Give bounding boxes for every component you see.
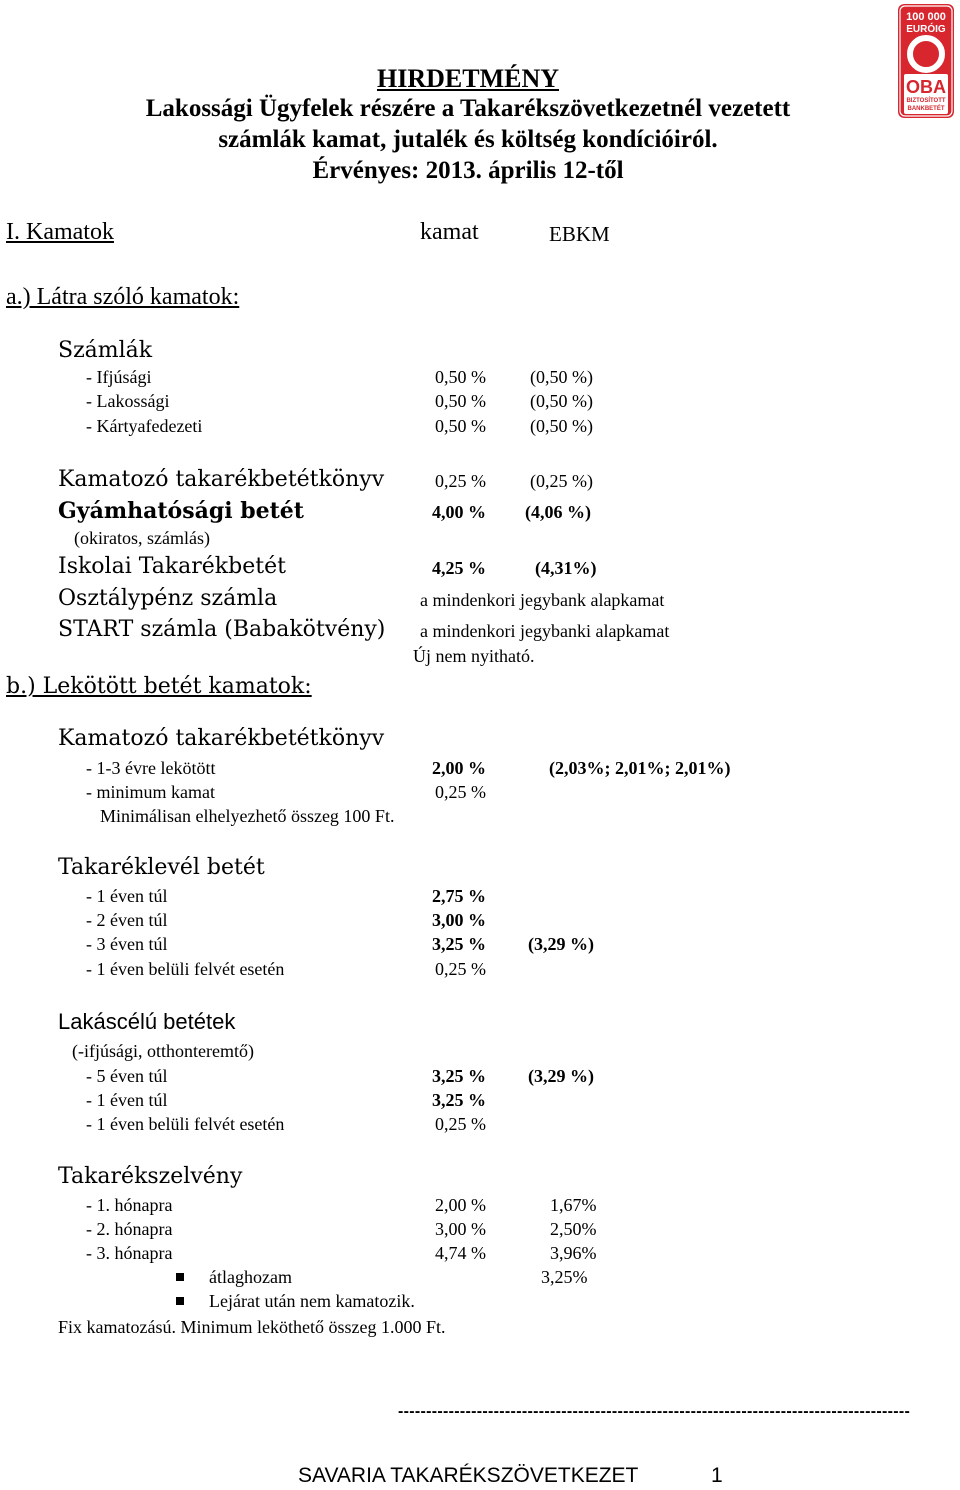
takarekszelveny-row-kamat: 4,74 % [435, 1243, 486, 1263]
szamlak-row-label: - Lakossági [86, 391, 170, 411]
szamlak-heading: Számlák [58, 338, 153, 363]
takareklevel-row-label: - 1 éven belüli felvét esetén [86, 959, 285, 979]
logo-sub1: BIZTOSÍTOTT [906, 98, 946, 104]
takarekszelveny-bullet-label: Lejárat után nem kamatozik. [209, 1291, 415, 1311]
takarekszelveny-row-ebkm: 3,96% [550, 1243, 597, 1263]
takareklevel-heading: Takaréklevél betét [58, 855, 265, 880]
takareklevel-row-label: - 2 éven túl [86, 910, 168, 930]
szamlak-row-ebkm: (0,50 %) [530, 416, 593, 436]
column-ebkm: EBKM [549, 222, 610, 246]
takarekszelveny-row-label: - 2. hónapra [86, 1219, 173, 1239]
title-line2: számlák kamat, jutalék és költség kondícióiról. [218, 126, 718, 153]
document-heading: HIRDETMÉNY [376, 64, 559, 93]
gyamhatosagi-note: (okiratos, számlás) [74, 528, 210, 548]
lakascelu-row-ebkm: (3,29 %) [528, 1066, 594, 1086]
divider-line: ------------------------------------------------------------------------------------------- [398, 1403, 911, 1420]
gyamhatosagi-ebkm: (4,06 %) [525, 502, 591, 522]
lakascelu-row-kamat: 3,25 % [432, 1090, 486, 1110]
osztalypenz-value: a mindenkori jegybank alapkamat [420, 590, 665, 610]
bullet-icon [176, 1273, 184, 1281]
lakascelu-note: (-ifjúsági, otthonteremtő) [72, 1041, 254, 1061]
konyv-row-label: - minimum kamat [86, 782, 215, 802]
gyamhatosagi-label: Gyámhatósági betét [58, 498, 304, 524]
konyv-note: Minimálisan elhelyezhető összeg 100 Ft. [100, 806, 395, 826]
section-a-title: a.) Látra szóló kamatok: [6, 284, 240, 310]
lakascelu-heading: Lakáscélú betétek [58, 1009, 236, 1034]
konyv-row-label: - 1-3 évre lekötött [86, 758, 216, 778]
osztalypenz-label: Osztálypénz számla [58, 586, 278, 611]
takarekbetetkonyv-label: Kamatozó takarékbetétkönyv [58, 467, 385, 492]
takarekszelveny-row-label: - 1. hónapra [86, 1195, 173, 1215]
start-value: a mindenkori jegybanki alapkamat [420, 621, 670, 641]
title-line3: Érvényes: 2013. április 12-től [312, 157, 624, 184]
takarekszelveny-row-ebkm: 2,50% [550, 1219, 597, 1239]
takareklevel-row-kamat: 3,25 % [432, 934, 486, 954]
lakascelu-row-label: - 1 éven belüli felvét esetén [86, 1114, 285, 1134]
section-kamatok-title: I. Kamatok [6, 219, 114, 245]
footer-page-number: 1 [711, 1464, 723, 1487]
title-line1: Lakossági Ügyfelek részére a Takarékszövetkezetnél vezetett [145, 95, 791, 122]
logo-brand: OBA [906, 77, 946, 97]
takarekbetetkonyv-kamat: 0,25 % [435, 471, 486, 491]
lakascelu-row-label: - 1 éven túl [86, 1090, 168, 1110]
konyv-row-ebkm: (2,03%; 2,01%; 2,01%) [549, 758, 731, 778]
footer-company: SAVARIA TAKARÉKSZÖVETKEZET [298, 1464, 639, 1487]
takareklevel-row-label: - 1 éven túl [86, 886, 168, 906]
gyamhatosagi-kamat: 4,00 % [432, 502, 486, 522]
takarekbetetkonyv-ebkm: (0,25 %) [530, 471, 593, 491]
takareklevel-row-ebkm: (3,29 %) [528, 934, 594, 954]
lakascelu-row-kamat: 0,25 % [435, 1114, 486, 1134]
takareklevel-row-kamat: 2,75 % [432, 886, 486, 906]
takarekszelveny-row-ebkm: 1,67% [550, 1195, 597, 1215]
section-b-title: b.) Lekötött betét kamatok: [6, 674, 312, 699]
logo-line1: 100 000 [906, 11, 946, 23]
szamlak-row-label: - Kártyafedezeti [86, 416, 203, 436]
szamlak-row-kamat: 0,50 % [435, 367, 486, 387]
szamlak-row-ebkm: (0,50 %) [530, 391, 593, 411]
szamlak-row-label: - Ifjúsági [86, 367, 152, 387]
takarekszelveny-row-kamat: 3,00 % [435, 1219, 486, 1239]
start-label: START számla (Babakötvény) [58, 617, 386, 642]
szamlak-row-kamat: 0,50 % [435, 391, 486, 411]
iskolai-label: Iskolai Takarékbetét [58, 554, 286, 579]
iskolai-kamat: 4,25 % [432, 558, 486, 578]
logo-line2: EURÓIG [906, 24, 946, 35]
lakascelu-row-kamat: 3,25 % [432, 1066, 486, 1086]
takarekszelveny-bullet-label: átlaghozam [209, 1267, 292, 1287]
takarekszelveny-row-label: - 3. hónapra [86, 1243, 173, 1263]
takarekszelveny-bullet-value: 3,25% [541, 1267, 588, 1287]
takarekszelveny-heading: Takarékszelvény [58, 1164, 243, 1189]
start-note: Új nem nyitható. [413, 646, 535, 666]
konyv-row-kamat: 2,00 % [432, 758, 486, 778]
column-kamat: kamat [420, 219, 479, 245]
konyv-row-kamat: 0,25 % [435, 782, 486, 802]
szamlak-row-ebkm: (0,50 %) [530, 367, 593, 387]
szamlak-row-kamat: 0,50 % [435, 416, 486, 436]
lakascelu-row-label: - 5 éven túl [86, 1066, 168, 1086]
konyv-heading: Kamatozó takarékbetétkönyv [58, 726, 385, 751]
iskolai-ebkm: (4,31%) [535, 558, 597, 578]
logo-sub2: BANKBETÉT [907, 106, 945, 112]
bullet-icon [176, 1297, 184, 1305]
takareklevel-row-label: - 3 éven túl [86, 934, 168, 954]
takarekszelveny-row-kamat: 2,00 % [435, 1195, 486, 1215]
takareklevel-row-kamat: 3,00 % [432, 910, 486, 930]
takarekszelveny-footer: Fix kamatozású. Minimum leköthető összeg 1.000 Ft. [58, 1317, 446, 1337]
takareklevel-row-kamat: 0,25 % [435, 959, 486, 979]
